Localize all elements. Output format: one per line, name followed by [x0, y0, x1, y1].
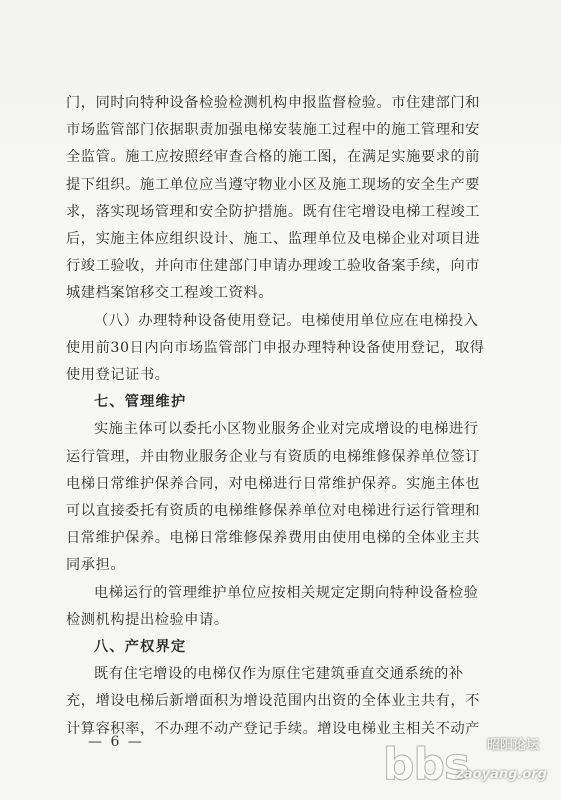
- text-line: 检测机构提出检验申请。: [66, 611, 229, 628]
- text-line: 同承担。: [66, 557, 126, 574]
- watermark-site-name: 昭阳论坛: [486, 738, 539, 753]
- paragraph-start: 实施主体可以委托小区物业服务企业对完成增设的电梯进行: [94, 421, 479, 438]
- text-line: 市场监管部门依据职责加强电梯安装施工过程中的施工管理和安: [66, 122, 481, 139]
- text-line: 日常维护保养。电梯日常维修保养费用由使用电梯的全体业主共: [66, 530, 481, 547]
- paragraph-start: （八）办理特种设备使用登记。电梯使用单位应在电梯投入: [94, 312, 479, 329]
- text-line: 可以直接委托有资质的电梯维修保养单位对电梯进行运行管理和: [66, 503, 481, 520]
- text-line: 城建档案馆移交工程竣工资料。: [66, 285, 274, 302]
- paragraph-start: 电梯运行的管理维护单位应按相关规定定期向特种设备检验: [94, 584, 479, 601]
- text-line: 行竣工验收，并向市住建部门申请办理竣工验收备案手续，向市: [66, 258, 481, 275]
- text-line: 提下组织。施工单位应当遵守物业小区及施工现场的安全生产要: [66, 176, 481, 193]
- text-line: 求，落实现场管理和安全防护措施。既有住宅增设电梯工程竣工: [66, 203, 481, 220]
- text-line: 使用登记证书。: [66, 367, 170, 384]
- section-heading-management: 七、管理维护: [94, 394, 187, 411]
- text-line: 运行管理，并由物业服务企业与有资质的电梯维修保养单位签订: [66, 448, 481, 465]
- text-line: 后，实施主体应组织设计、施工、监理单位及电梯企业对项目进: [66, 231, 481, 248]
- paragraph-start: 既有住宅增设的电梯仅作为原住宅建筑垂直交通系统的补: [94, 666, 464, 683]
- text-line: 充，增设电梯后新增面积为增设范围内出资的全体业主共有，不: [66, 693, 481, 710]
- text-line: 全监管。施工应按照经审查合格的施工图，在满足实施要求的前: [66, 149, 481, 166]
- watermark-logo: bbs: [383, 739, 470, 790]
- text-line: 使用前30日内向市场监管部门申报办理特种设备使用登记，取得: [66, 339, 485, 356]
- text-line: 电梯日常维护保养合同，对电梯进行日常维护保养。实施主体也: [66, 475, 481, 492]
- text-line: 门，同时向特种设备检验检测机构申报监督检验。市住建部门和: [66, 95, 481, 111]
- watermark-url: zaoyang.org: [456, 767, 547, 782]
- section-heading-property-rights: 八、产权界定: [94, 639, 187, 656]
- watermark: [383, 732, 553, 790]
- body-text: [66, 90, 498, 743]
- page-number: — 6 —: [88, 734, 144, 750]
- text-line: 计算容积率，不办理不动产登记手续。增设电梯业主相关不动产: [66, 720, 481, 737]
